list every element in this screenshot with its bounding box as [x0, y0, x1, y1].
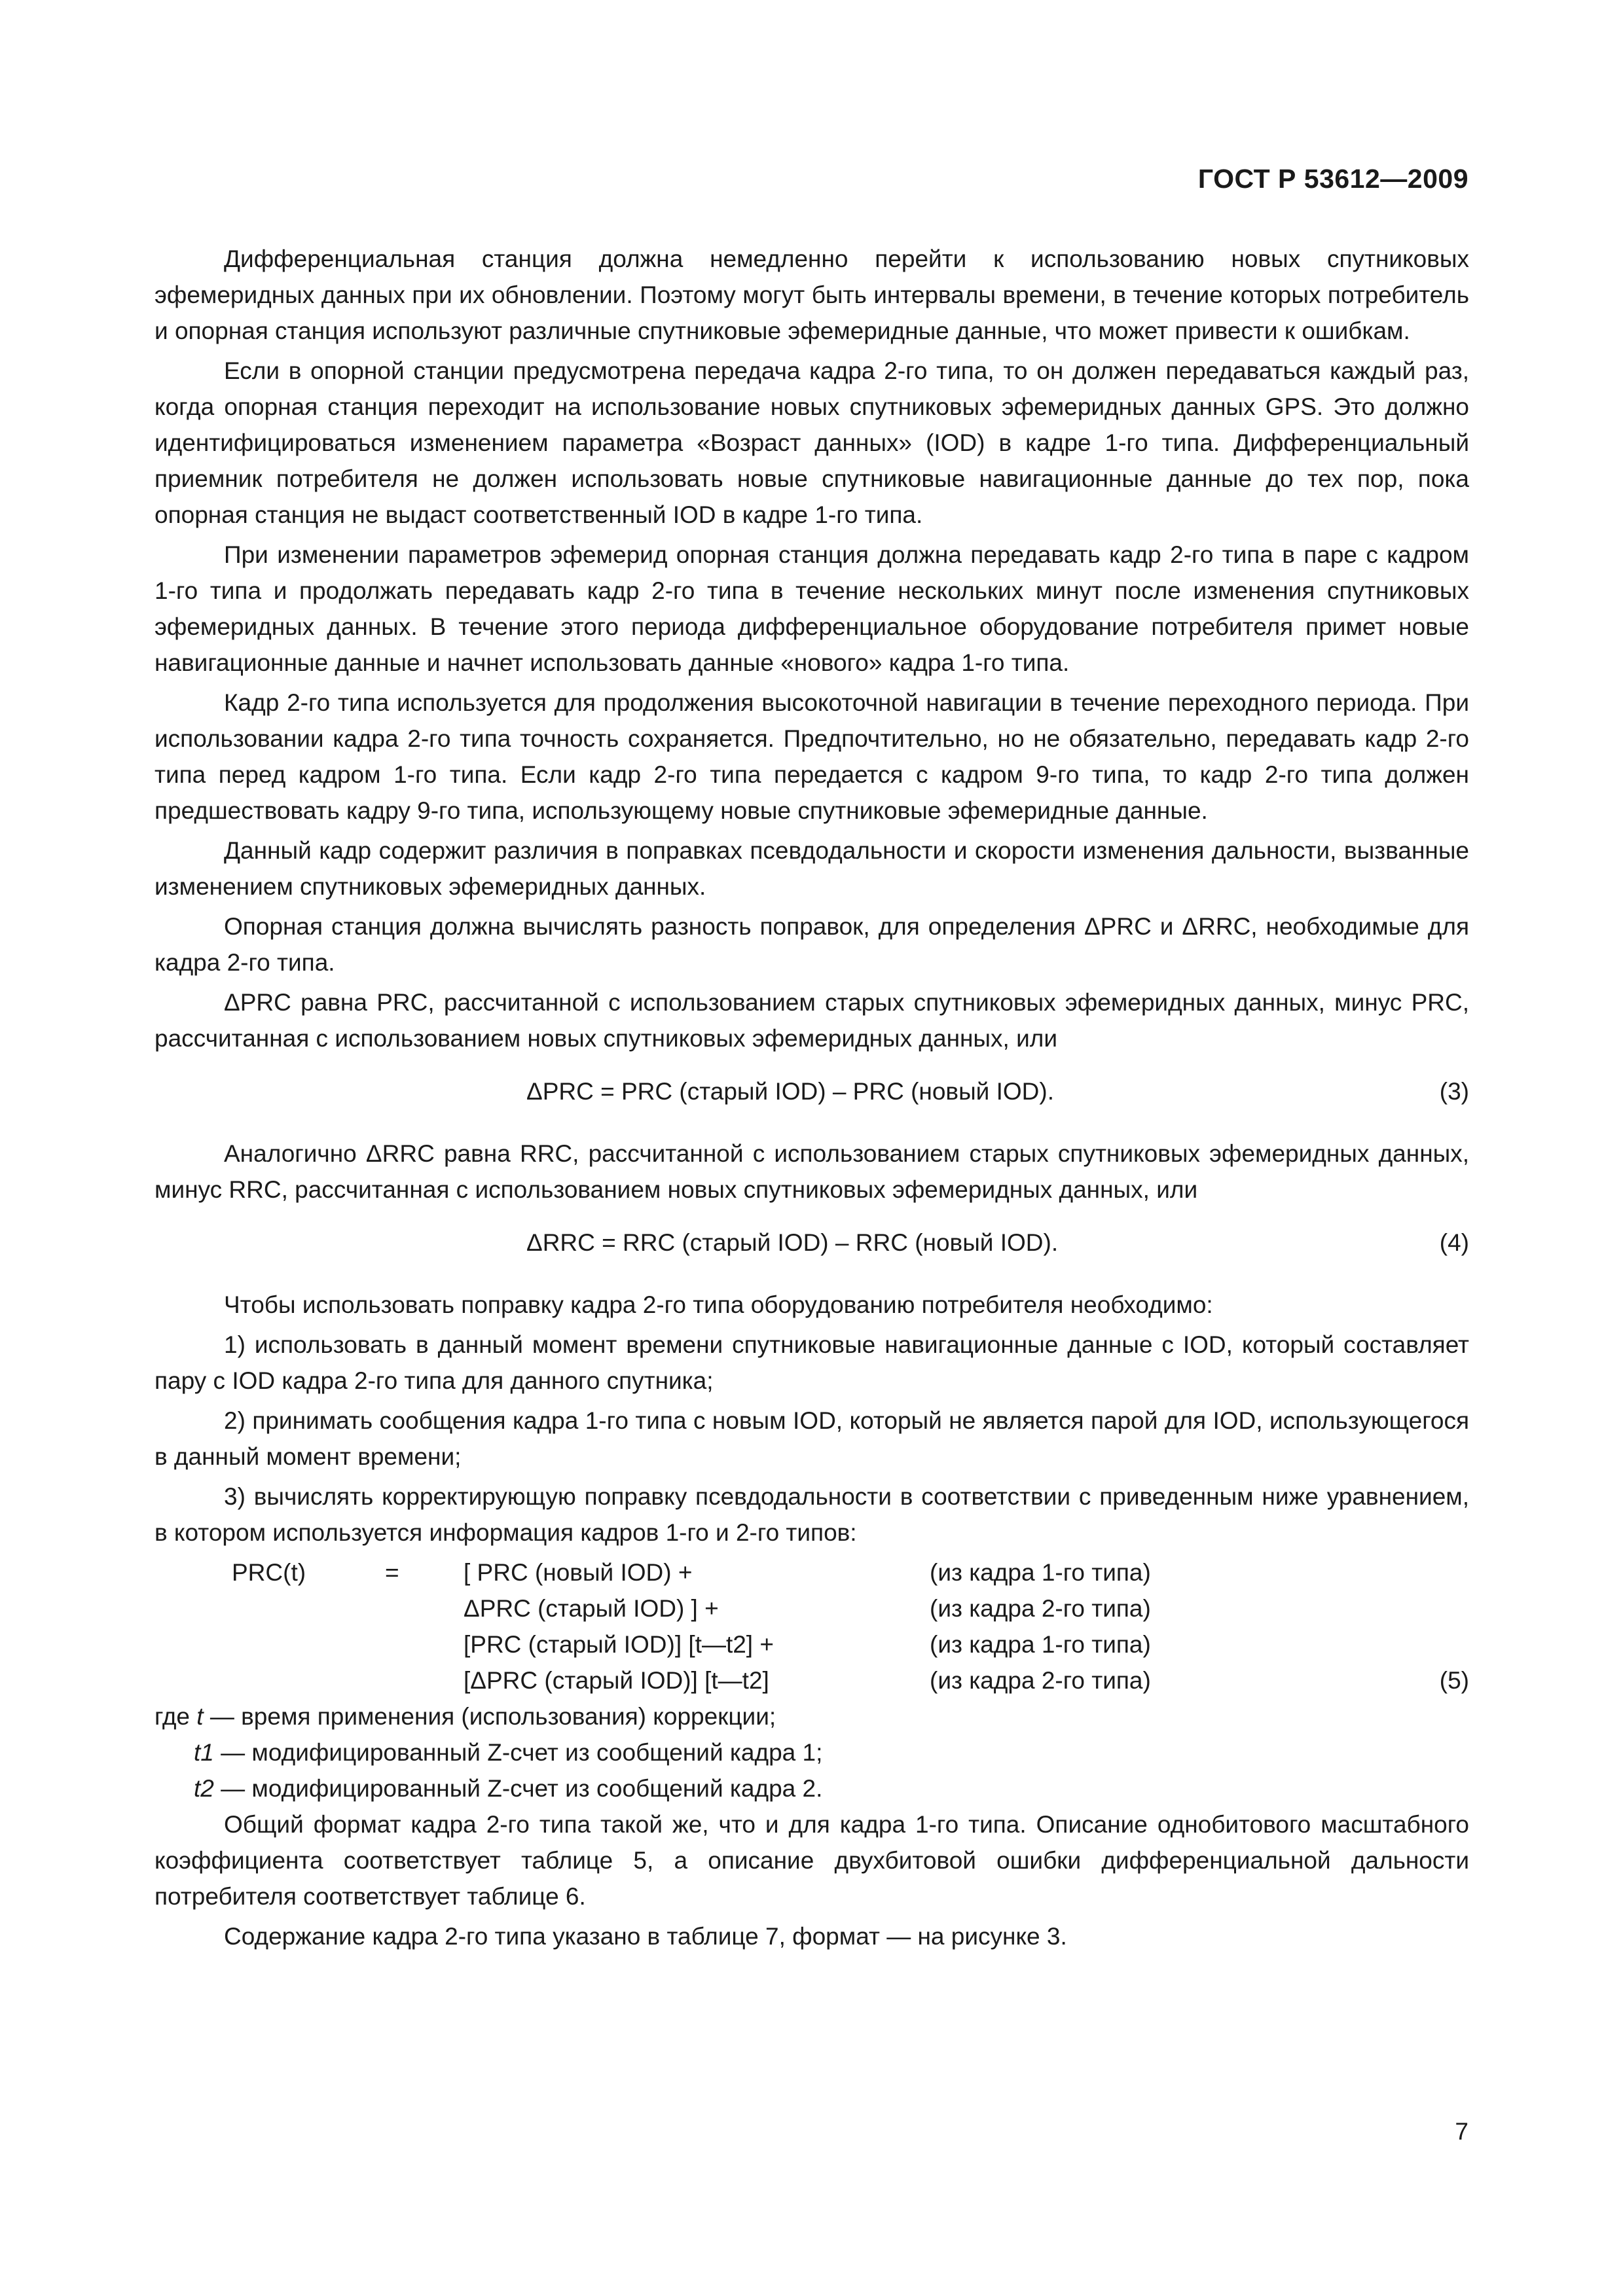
equation-term: [ PRC (новый IOD) +	[464, 1559, 693, 1586]
paragraph: Данный кадр содержит различия в поправках псевдодальности и скорости изменения дальности, вызванные изменением спутниковых эфемеридных данных.	[155, 837, 1469, 900]
equation-source: (из кадра 1-го типа)	[930, 1631, 1151, 1658]
standard-designation: ГОСТ Р 53612—2009	[1197, 164, 1468, 194]
where-symbol: t1	[194, 1739, 214, 1766]
equation-row	[155, 1590, 1469, 1626]
where-intro: где	[155, 1703, 191, 1730]
where-item	[194, 1734, 1469, 1770]
page-number: 7	[1455, 2118, 1468, 2145]
equation-source: (из кадра 1-го типа)	[930, 1559, 1151, 1586]
list-item: 1) использовать в данный момент времени спутниковые навигационные данные с IOD, который составляет пару с IOD кадра 2-го типа для данного спутника;	[155, 1331, 1469, 1394]
where-symbol: t2	[194, 1775, 214, 1802]
equation-term: [PRC (старый IOD)] [t—t2] +	[464, 1631, 774, 1658]
where-desc: — модифицированный Z-счет из сообщений кадра 2.	[221, 1775, 823, 1802]
paragraph: Если в опорной станции предусмотрена передача кадра 2-го типа, то он должен передаваться каждый раз, когда опорная станция переходит на использование новых спутниковых эфемеридных данных GPS. Это должно идентифицироваться изменением параметра «Возраст данных» (IOD) в кадре 1-го типа. Дифференциальный приемник потребителя не должен использовать новые спутниковые навигационные данные до тех пор, пока опорная станция не выдаст соответственный IOD в кадре 1-го типа.	[155, 357, 1469, 528]
equation-body: ΔRRC = RRC (старый IOD) – RRC (новый IOD).	[526, 1229, 1059, 1256]
where-symbol: t	[196, 1703, 204, 1730]
paragraph: Содержание кадра 2-го типа указано в таблице 7, формат — на рисунке 3.	[224, 1923, 1067, 1950]
equation-term: ΔPRC (старый IOD) ] +	[464, 1595, 719, 1622]
equation-source: (из кадра 2-го типа)	[930, 1595, 1151, 1622]
equation-row	[155, 1662, 1469, 1698]
equation-4	[155, 1225, 1469, 1261]
body-text	[155, 241, 1469, 1958]
equation-row	[155, 1626, 1469, 1662]
paragraph: Дифференциальная станция должна немедленно перейти к использованию новых спутниковых эфемеридных данных при их обновлении. Поэтому могут быть интервалы времени, в течение которых потребитель и опорная станция используют различные спутниковые эфемеридные данные, что может привести к ошибкам.	[155, 245, 1469, 344]
equals-sign: =	[385, 1559, 399, 1586]
equation-5	[155, 1554, 1469, 1698]
where-desc: — время применения (использования) коррекции;	[210, 1703, 776, 1730]
paragraph: Общий формат кадра 2-го типа такой же, что и для кадра 1-го типа. Описание однобитового масштабного коэффициента соответствует таблице 5, а описание двухбитовой ошибки дифференциальной дальности потребителя соответствует таблице 6.	[155, 1811, 1469, 1910]
equation-number: (3)	[1439, 1078, 1469, 1105]
equation-source: (из кадра 2-го типа)	[930, 1667, 1151, 1694]
equation-body: ΔPRC = PRC (старый IOD) – PRC (новый IOD).	[526, 1078, 1054, 1105]
list-intro: Чтобы использовать поправку кадра 2-го типа оборудованию потребителя необходимо:	[224, 1291, 1213, 1318]
paragraph: Аналогично ΔRRC равна RRC, рассчитанной с использованием старых спутниковых эфемеридных данных, минус RRC, рассчитанная с использованием новых спутниковых эфемеридных данных, или	[155, 1140, 1469, 1203]
list-item: 2) принимать сообщения кадра 1-го типа с новым IOD, который не является парой для IOD, использующегося в данный момент времени;	[155, 1407, 1469, 1470]
paragraph: ΔPRC равна PRC, рассчитанной с использованием старых спутниковых эфемеридных данных, минус PRC, рассчитанная с использованием новых спутниковых эфемеридных данных, или	[155, 989, 1469, 1052]
list-item: 3) вычислять корректирующую поправку псевдодальности в соответствии с приведенным ниже уравнением, в котором используется информация кадров 1-го и 2-го типов:	[155, 1483, 1469, 1546]
paragraph: Кадр 2-го типа используется для продолжения высокоточной навигации в течение переходного периода. При использовании кадра 2-го типа точность сохраняется. Предпочтительно, но не обязательно, передавать кадр 2-го типа перед кадром 1-го типа. Если кадр 2-го типа передается с кадром 9-го типа, то кадр 2-го типа должен предшествовать кадру 9-го типа, использующему новые спутниковые эфемеридные данные.	[155, 689, 1469, 824]
equation-lhs-text: PRC(t)	[232, 1559, 306, 1586]
equation-number: (5)	[1439, 1667, 1469, 1694]
where-item	[194, 1770, 1469, 1806]
equation-number: (4)	[1439, 1229, 1469, 1256]
paragraph: При изменении параметров эфемерид опорная станция должна передавать кадр 2-го типа в паре с кадром 1-го типа и продолжать передавать кадр 2-го типа в течение нескольких минут после изменения спутниковых эфемеридных данных. В течение этого периода дифференциальное оборудование потребителя примет новые навигационные данные и начнет использовать данные «нового» кадра 1-го типа.	[155, 541, 1469, 676]
where-list	[155, 1698, 1469, 1806]
equation-term: [ΔPRC (старый IOD)] [t—t2]	[464, 1667, 769, 1694]
where-item	[155, 1698, 1469, 1734]
equation-lhs	[232, 1554, 306, 1590]
equation-row	[155, 1554, 1469, 1590]
paragraph: Опорная станция должна вычислять разность поправок, для определения ΔPRC и ΔRRC, необходимые для кадра 2-го типа.	[155, 913, 1469, 976]
equation-3	[155, 1073, 1469, 1109]
where-desc: — модифицированный Z-счет из сообщений кадра 1;	[221, 1739, 823, 1766]
